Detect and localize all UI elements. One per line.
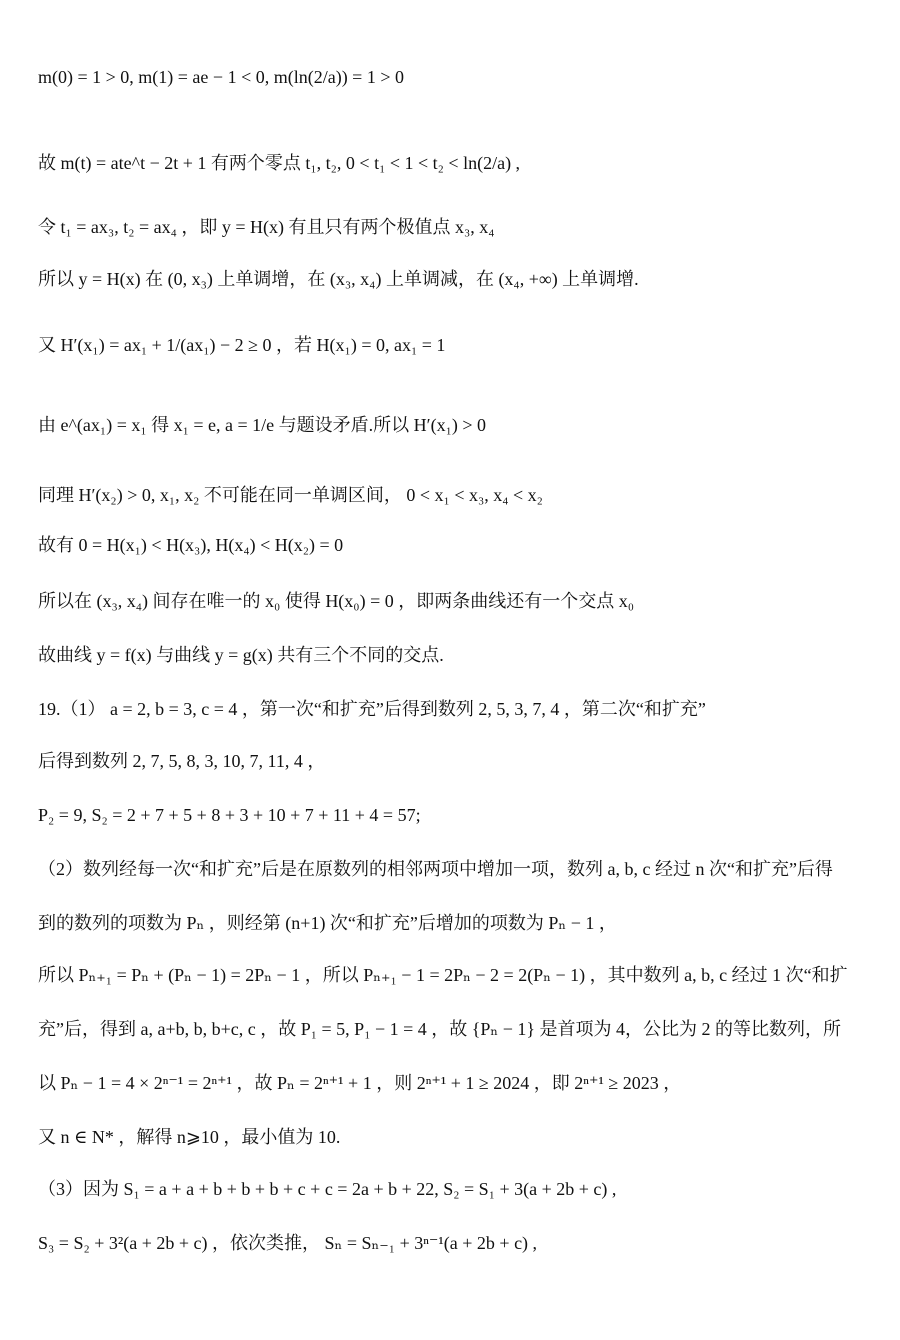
text-line: 到的数列的项数为 Pₙ ，则经第 (n+1) 次“和扩充”后增加的项数为 Pₙ − 1 ， <box>38 913 617 933</box>
text-line: 故 m(t) = ate^t − 2t + 1 有两个零点 t₁, t₂, 0 < t₁ < 1 < t₂ < ln(2/a) , <box>38 153 521 173</box>
text-line: P₂ = 9, S₂ = 2 + 7 + 5 + 8 + 3 + 10 + 7 + 11 + 4 = 57; <box>38 805 421 825</box>
text-line: 所以 y = H(x) 在 (0, x₃) 上单调增，在 (x₃, x₄) 上单调减，在 (x₄, +∞) 上单调增. <box>38 269 639 289</box>
text-line: S₃ = S₂ + 3²(a + 2b + c) ，依次类推， Sₙ = Sₙ₋₁ + 3ⁿ⁻¹(a + 2b + c) , <box>38 1233 538 1253</box>
text-line: 由 e^(ax₁) = x₁ 得 x₁ = e, a = 1/e 与题设矛盾.所以 H′(x₁) > 0 <box>38 415 487 435</box>
text-line: （2）数列经每一次“和扩充”后是在原数列的相邻两项中增加一项，数列 a, b, c 经过 n 次“和扩充”后得 <box>38 859 833 879</box>
text-line: 故曲线 y = f(x) 与曲线 y = g(x) 共有三个不同的交点. <box>38 645 444 665</box>
text-line: 令 t₁ = ax₃, t₂ = ax₄ ，即 y = H(x) 有且只有两个极值点 x₃, x₄ <box>38 217 495 237</box>
text-line: （3）因为 S₁ = a + a + b + b + b + c + c = 2a + b + 22, S₂ = S₁ + 3(a + 2b + c) , <box>38 1179 617 1199</box>
text-line: m(0) = 1 > 0, m(1) = ae − 1 < 0, m(ln(2/a)) = 1 > 0 <box>38 67 404 87</box>
text-line: 充”后，得到 a, a+b, b, b+c, c ，故 P₁ = 5, P₁ − 1 = 4 ，故 {Pₙ − 1} 是首项为 4，公比为 2 的等比数列，所 <box>38 1019 842 1039</box>
text-line: 又 n ∈ N* ，解得 n⩾10 ，最小值为 10. <box>38 1127 341 1147</box>
text-line: 又 H′(x₁) = ax₁ + 1/(ax₁) − 2 ≥ 0 ，若 H(x₁) = 0, ax₁ = 1 <box>38 335 446 355</box>
text-line: 以 Pₙ − 1 = 4 × 2ⁿ⁻¹ = 2ⁿ⁺¹ ，故 Pₙ = 2ⁿ⁺¹ + 1 ，则 2ⁿ⁺¹ + 1 ≥ 2024 ，即 2ⁿ⁺¹ ≥ 2023 ， <box>38 1073 682 1093</box>
text-line: 19.（1） a = 2, b = 3, c = 4 ，第一次“和扩充”后得到数列 2, 5, 3, 7, 4 ，第二次“和扩充” <box>38 699 706 719</box>
text-line: 后得到数列 2, 7, 5, 8, 3, 10, 7, 11, 4 ， <box>38 751 326 771</box>
text-line: 所以 Pₙ₊₁ = Pₙ + (Pₙ − 1) = 2Pₙ − 1 ，所以 Pₙ₊₁ − 1 = 2Pₙ − 2 = 2(Pₙ − 1) ，其中数列 a, b, c 经过 1 次“和扩 <box>38 965 848 985</box>
text-line: 同理 H′(x₂) > 0, x₁, x₂ 不可能在同一单调区间， 0 < x₁ < x₃, x₄ < x₂ <box>38 485 543 505</box>
text-line: 故有 0 = H(x₁) < H(x₃), H(x₄) < H(x₂) = 0 <box>38 535 344 555</box>
text-line: 所以在 (x₃, x₄) 间存在唯一的 x₀ 使得 H(x₀) = 0 ，即两条曲线还有一个交点 x₀ <box>38 591 635 611</box>
